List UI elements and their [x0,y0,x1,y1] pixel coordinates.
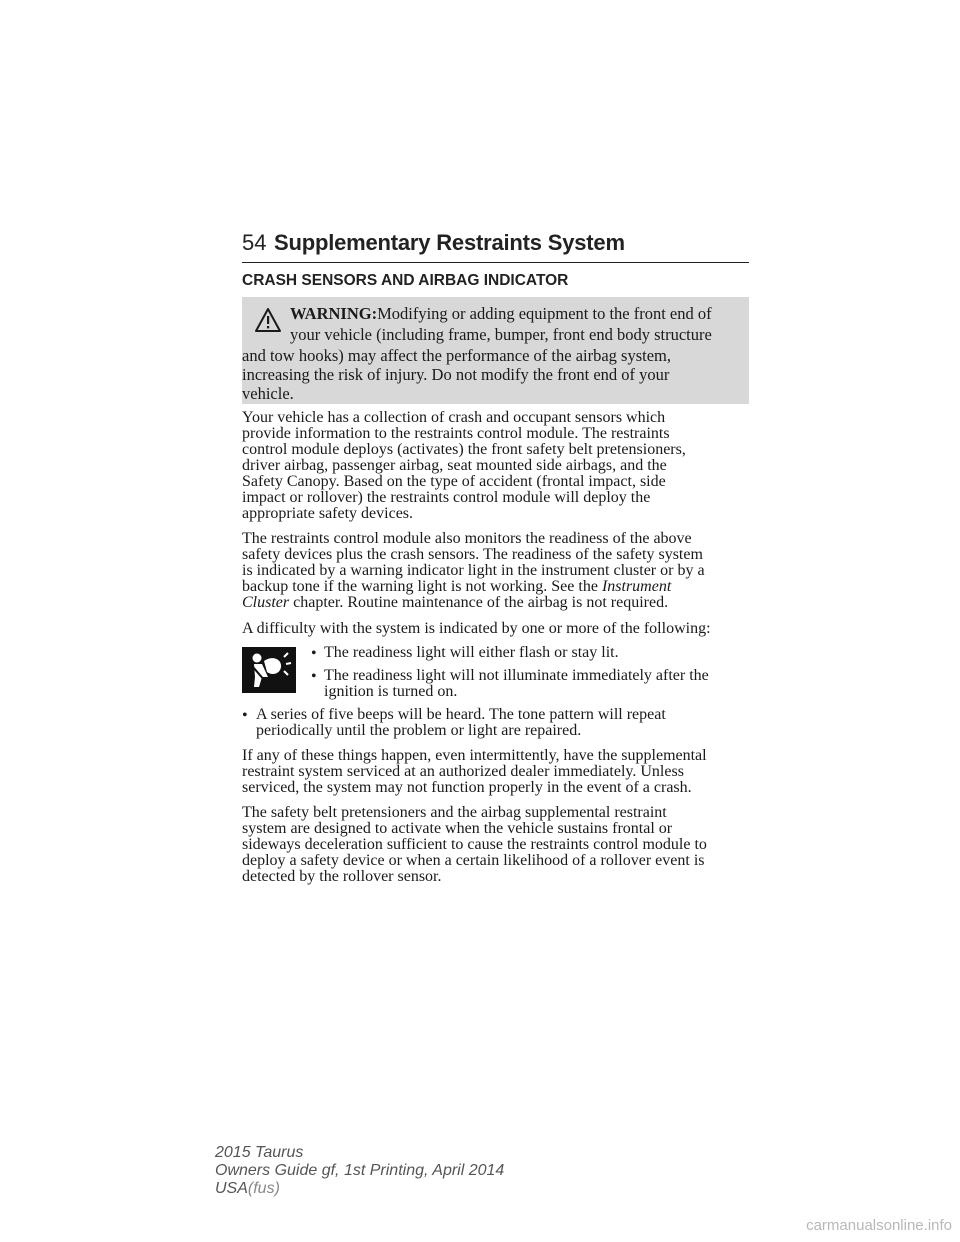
footer-line-1: 2015 Taurus [215,1144,304,1161]
page-number: 54 [242,230,267,255]
footer [215,1144,504,1198]
chapter-title: Supplementary Restraints System [274,230,625,255]
footer-line-2: Owners Guide gf, 1st Printing, April 2014 [215,1162,505,1179]
warning-line-3: and tow hooks) may affect the performance of the airbag system, [242,346,671,365]
warning-box [242,297,749,404]
warning-line-4: increasing the risk of injury. Do not modify the front end of your [242,365,670,384]
paragraph-3: A difficulty with the system is indicated by one or more of the following: [242,620,711,637]
footer-line-3: USA(fus) [215,1180,280,1197]
watermark: carmanualsonline.info [806,1217,952,1234]
warning-label: WARNING: [290,304,378,323]
warning-line-1: WARNING:Modifying or adding equipment to the front end of [290,304,712,323]
instrument-cluster-reference: Instrument [601,578,672,595]
warning-line-2: your vehicle (including frame, bumper, front end body structure [290,325,712,344]
airbag-warning-icon [242,647,296,693]
warning-triangle-icon [254,307,282,333]
warning-line-5: vehicle. [242,384,294,403]
page-header [242,228,749,263]
section-heading: CRASH SENSORS AND AIRBAG INDICATOR [242,272,569,289]
